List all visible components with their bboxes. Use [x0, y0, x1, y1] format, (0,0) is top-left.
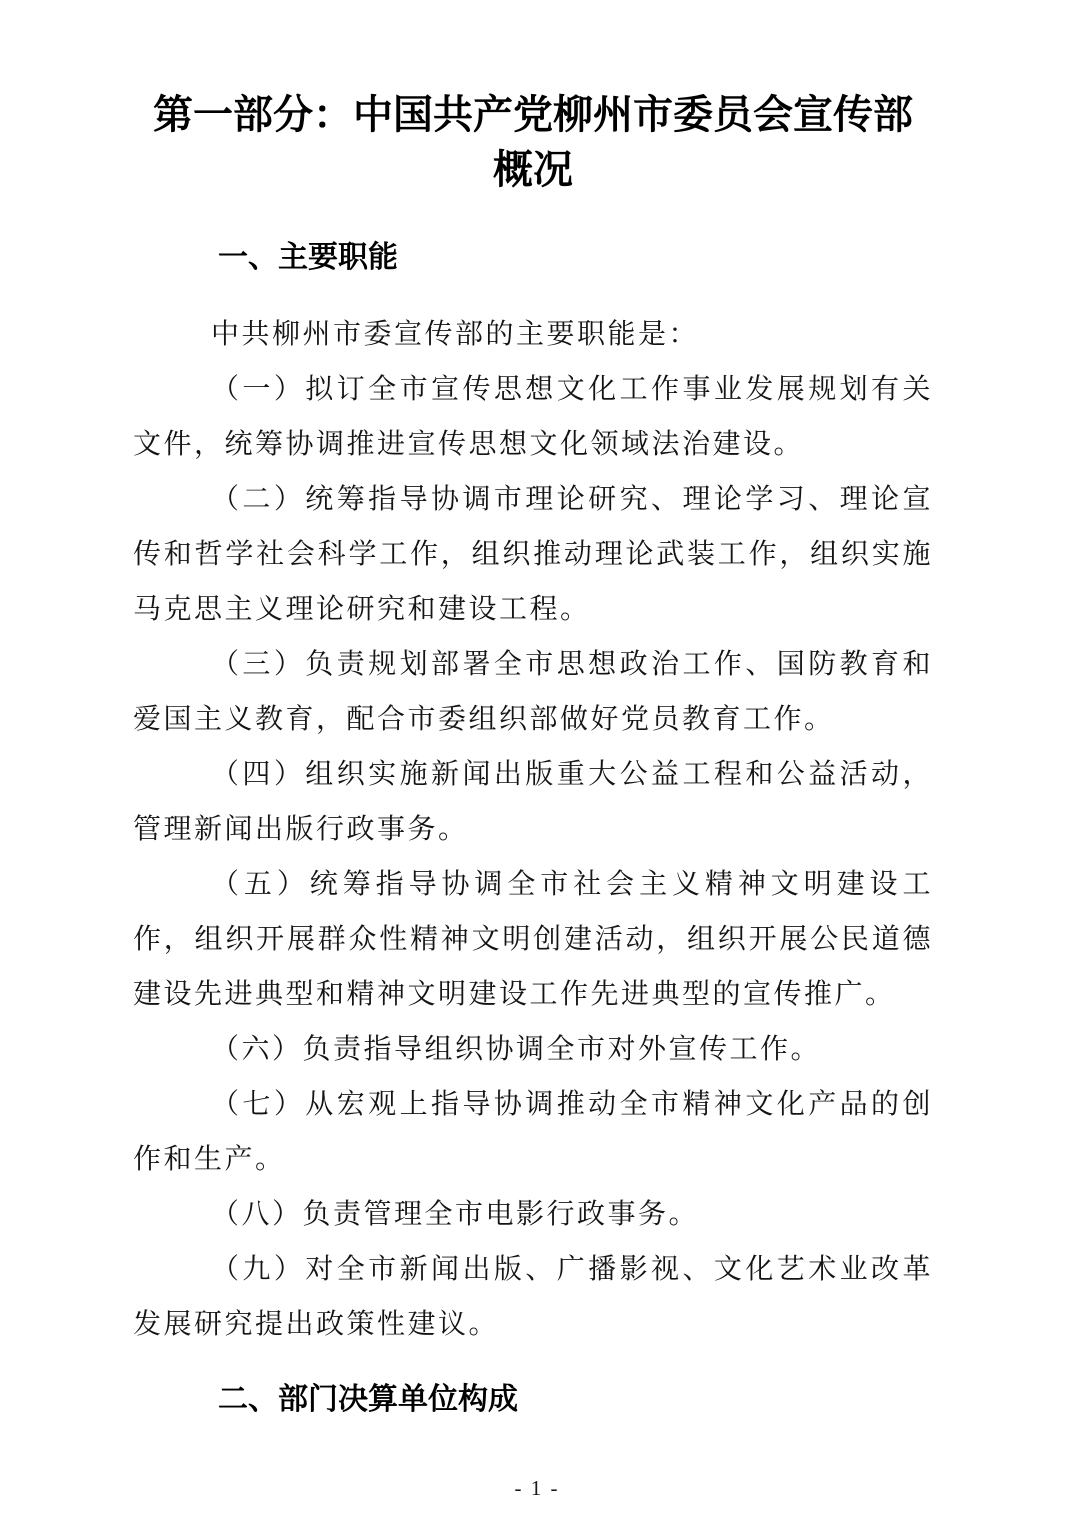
- function-item-2: （二）统筹指导协调市理论研究、理论学习、理论宣传和哲学社会科学工作，组织推动理论武装工作，组织实施马克思主义理论研究和建设工程。: [133, 484, 933, 625]
- function-item-8: （八）负责管理全市电影行政事务。: [211, 1199, 700, 1230]
- page-title-line2: 概况: [493, 148, 573, 192]
- page-number: - 1 -: [514, 1476, 560, 1500]
- function-item-5: （五）统筹指导协调全市社会主义精神文明建设工作，组织开展群众性精神文明创建活动，组织开展公民道德建设先进典型和精神文明建设工作先进典型的宣传推广。: [133, 869, 933, 1010]
- intro-paragraph: 中共柳州市委宣传部的主要职能是：: [211, 319, 700, 350]
- page-title-line1: 第一部分：中国共产党柳州市委员会宣传部: [153, 93, 913, 137]
- function-item-6: （六）负责指导组织协调全市对外宣传工作。: [211, 1034, 822, 1065]
- section-body: [133, 307, 933, 1352]
- page-title: [133, 88, 933, 198]
- function-item-7: （七）从宏观上指导协调推动全市精神文化产品的创作和生产。: [133, 1089, 933, 1175]
- function-item-4: （四）组织实施新闻出版重大公益工程和公益活动，管理新闻出版行政事务。: [133, 759, 933, 845]
- section-heading-budget-units: 二、部门决算单位构成: [218, 1383, 518, 1416]
- function-item-9: （九）对全市新闻出版、广播影视、文化艺术业改革发展研究提出政策性建议。: [133, 1254, 933, 1340]
- function-item-1: （一）拟订全市宣传思想文化工作事业发展规划有关文件，统筹协调推进宣传思想文化领域法治建设。: [133, 374, 933, 460]
- function-item-3: （三）负责规划部署全市思想政治工作、国防教育和爱国主义教育，配合市委组织部做好党员教育工作。: [133, 649, 933, 735]
- section-heading-main-functions: 一、主要职能: [218, 241, 398, 274]
